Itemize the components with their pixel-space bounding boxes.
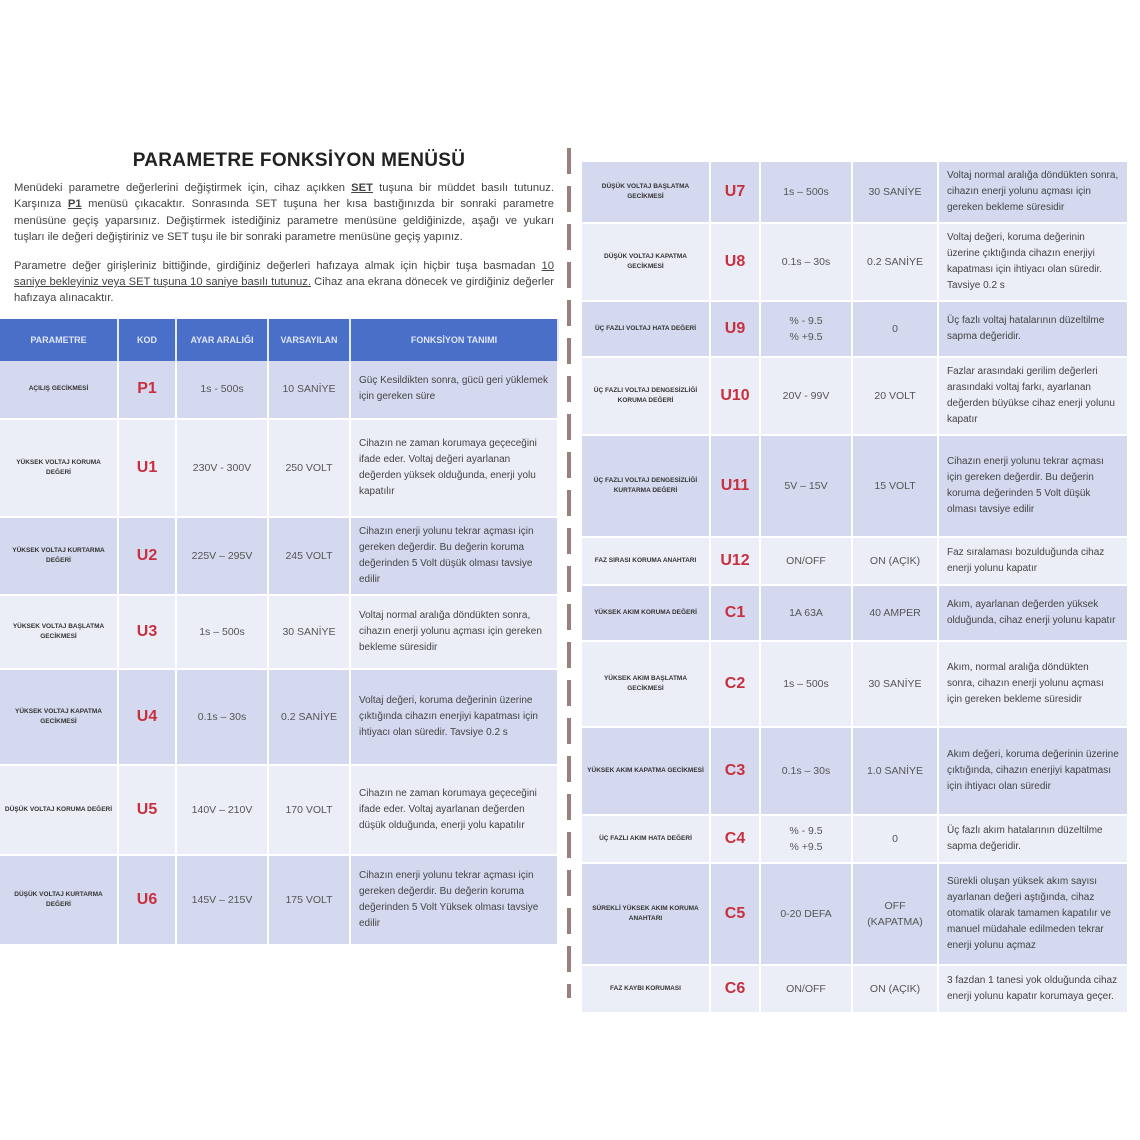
cell-def: 0.2 SANİYE xyxy=(852,223,938,301)
cell-desc: Akım, ayarlanan değerden yüksek olduğunda, cihaz enerji yolunu kapatır xyxy=(938,585,1128,641)
cell-range: ON/OFF xyxy=(760,965,852,1013)
parameter-table-right xyxy=(582,162,1129,1014)
cell-desc: Cihazın enerji yolunu tekrar açması için gereken değerdir. Bu değerin koruma değerinden 5 Volt düşük olması tavsiye edilir xyxy=(938,435,1128,537)
cell-range: 140V – 210V xyxy=(176,765,268,855)
cell-desc: Güç Kesildikten sonra, gücü geri yüklemek için gereken süre xyxy=(350,361,558,419)
cell-param: YÜKSEK AKIM BAŞLATMA GECİKMESİ xyxy=(582,641,710,727)
cell-range: ON/OFF xyxy=(760,537,852,585)
cell-code: U7 xyxy=(710,162,760,223)
cell-code: U6 xyxy=(118,855,176,945)
cell-code: C5 xyxy=(710,863,760,965)
cell-desc: Fazlar arasındaki gerilim değerleri arasındaki voltaj farkı, ayarlanan değerden büyükse cihaz enerji yolunu kapatır xyxy=(938,357,1128,435)
cell-def: 30 SANİYE xyxy=(852,641,938,727)
cell-code: C4 xyxy=(710,815,760,863)
cell-desc: Akım değeri, koruma değerinin üzerine çıktığında, cihazın enerjiyi kapatması için ihtiyacı olan süredir xyxy=(938,727,1128,815)
table-row xyxy=(582,162,1128,223)
cell-code: C2 xyxy=(710,641,760,727)
table-row xyxy=(0,595,558,669)
cell-range: 1A 63A xyxy=(760,585,852,641)
cell-range: 0.1s – 30s xyxy=(176,669,268,765)
table-row xyxy=(582,727,1128,815)
table-row xyxy=(582,815,1128,863)
page-title: PARAMETRE FONKSİYON MENÜSÜ xyxy=(132,150,466,171)
cell-param: SÜREKLİ YÜKSEK AKIM KORUMA ANAHTARI xyxy=(582,863,710,965)
cell-desc: Voltaj normal aralığa döndükten sonra, cihazın enerji yolunu açması için gereken bekleme süresidir xyxy=(938,162,1128,223)
cell-param: DÜŞÜK VOLTAJ KURTARMA DEĞERİ xyxy=(0,855,118,945)
cell-desc: Üç fazlı akım hatalarının düzeltilme sapma değeridir. xyxy=(938,815,1128,863)
cell-def: ON (AÇIK) xyxy=(852,537,938,585)
cell-def: ON (AÇIK) xyxy=(852,965,938,1013)
table-row xyxy=(582,863,1128,965)
cell-range: 225V – 295V xyxy=(176,517,268,595)
cell-def: 10 SANİYE xyxy=(268,361,350,419)
cell-code: C3 xyxy=(710,727,760,815)
cell-desc: Cihazın enerji yolunu tekrar açması için gereken değerdir. Bu değerin koruma değerinden 5 Volt Yüksek olması tavsiye edilir xyxy=(350,855,558,945)
intro-underlined: 10 saniye bekleyiniz veya SET tuşuna 10 saniye basılı tutunuz. xyxy=(14,259,554,289)
cell-param: ÜÇ FAZLI VOLTAJ DENGESİZLİĞİ KURTARMA DEĞERİ xyxy=(582,435,710,537)
p1-keyword: P1 xyxy=(67,198,82,211)
cell-range: 0-20 DEFA xyxy=(760,863,852,965)
intro-paragraph-1 xyxy=(14,180,554,246)
cell-code: U10 xyxy=(710,357,760,435)
cell-param: FAZ SIRASI KORUMA ANAHTARI xyxy=(582,537,710,585)
column-header: VARSAYILAN xyxy=(268,319,350,361)
cell-range: 145V – 215V xyxy=(176,855,268,945)
cell-param: DÜŞÜK VOLTAJ BAŞLATMA GECİKMESİ xyxy=(582,162,710,223)
table-row xyxy=(0,855,558,945)
cell-range: 1s – 500s xyxy=(760,162,852,223)
cell-range: 20V - 99V xyxy=(760,357,852,435)
cell-range: 1s – 500s xyxy=(760,641,852,727)
table-row xyxy=(582,357,1128,435)
cell-param: AÇILIŞ GECİKMESİ xyxy=(0,361,118,419)
cell-def: 0 xyxy=(852,815,938,863)
cell-param: YÜKSEK AKIM KAPATMA GECİKMESİ xyxy=(582,727,710,815)
cell-code: U2 xyxy=(118,517,176,595)
table-row xyxy=(582,435,1128,537)
cell-param: DÜŞÜK VOLTAJ KORUMA DEĞERİ xyxy=(0,765,118,855)
cell-param: ÜÇ FAZLI AKIM HATA DEĞERİ xyxy=(582,815,710,863)
cell-param: YÜKSEK VOLTAJ KORUMA DEĞERİ xyxy=(0,419,118,517)
cell-range: 5V – 15V xyxy=(760,435,852,537)
cell-param: YÜKSEK VOLTAJ KURTARMA DEĞERİ xyxy=(0,517,118,595)
table-row xyxy=(0,765,558,855)
set-keyword: SET xyxy=(351,182,373,194)
cell-desc: Voltaj değeri, koruma değerinin üzerine çıktığında cihazın enerjiyi kapatması için ihtiyacı olan süredir. Tavsiye 0.2 s xyxy=(350,669,558,765)
intro-text-segment: Menüdeki parametre değerlerini değiştirmek için, cihaz açıkken xyxy=(14,182,352,194)
cell-param: ÜÇ FAZLI VOLTAJ DENGESİZLİĞİ KORUMA DEĞERİ xyxy=(582,357,710,435)
cell-range: % - 9.5 % +9.5 xyxy=(760,815,852,863)
cell-def: 30 SANİYE xyxy=(268,595,350,669)
cell-desc: Cihazın ne zaman korumaya geçeceğini ifade eder. Voltaj ayarlanan değerden düşük olduğunda, enerji yolu kapatılır xyxy=(350,765,558,855)
table-row xyxy=(582,223,1128,301)
cell-def: 1.0 SANİYE xyxy=(852,727,938,815)
table-row xyxy=(582,965,1128,1013)
cell-range: 1s – 500s xyxy=(176,595,268,669)
cell-code: U11 xyxy=(710,435,760,537)
intro-text-segment: Cihaz ana ekrana dönecek ve girdiğiniz değerler hafızaya alınacaktır. xyxy=(14,276,554,305)
table-row xyxy=(0,669,558,765)
cell-param: YÜKSEK AKIM KORUMA DEĞERİ xyxy=(582,585,710,641)
table-row xyxy=(0,517,558,595)
column-divider xyxy=(567,148,571,998)
cell-code: U1 xyxy=(118,419,176,517)
cell-desc: Voltaj değeri, koruma değerinin üzerine çıktığında cihazın enerjiyi kapatması için ihtiyacı olan süredir. Tavsiye 0.2 s xyxy=(938,223,1128,301)
table-row xyxy=(0,419,558,517)
parameter-table-left xyxy=(0,319,559,946)
cell-def: 170 VOLT xyxy=(268,765,350,855)
cell-desc: Üç fazlı voltaj hatalarının düzeltilme sapma değeridir. xyxy=(938,301,1128,357)
cell-def: 15 VOLT xyxy=(852,435,938,537)
cell-param: YÜKSEK VOLTAJ KAPATMA GECİKMESİ xyxy=(0,669,118,765)
cell-range: % - 9.5 % +9.5 xyxy=(760,301,852,357)
column-header: FONKSİYON TANIMI xyxy=(350,319,558,361)
intro-paragraph-2 xyxy=(14,258,554,307)
column-header: PARAMETRE xyxy=(0,319,118,361)
cell-desc: 3 fazdan 1 tanesi yok olduğunda cihaz enerji yolunu kapatır korumaya geçer. xyxy=(938,965,1128,1013)
intro-text-segment: Parametre değer girişleriniz bittiğinde, girdiğiniz değerleri hafızaya almak için hiçbir tuşa basmadan xyxy=(14,259,542,272)
cell-desc: Cihazın enerji yolunu tekrar açması için gereken değerdir. Bu değerin koruma değerinden 5 Volt düşük olması tavsiye edilir xyxy=(350,517,558,595)
column-header: AYAR ARALIĞI xyxy=(176,319,268,361)
column-header: KOD xyxy=(118,319,176,361)
cell-desc: Cihazın ne zaman korumaya geçeceğini ifade eder. Voltaj değeri ayarlanan değerden yüksek olduğunda, enerji yolu kapatılır xyxy=(350,419,558,517)
cell-def: 175 VOLT xyxy=(268,855,350,945)
table-row xyxy=(582,301,1128,357)
cell-range: 230V - 300V xyxy=(176,419,268,517)
cell-def: 250 VOLT xyxy=(268,419,350,517)
cell-def: 20 VOLT xyxy=(852,357,938,435)
cell-desc: Akım, normal aralığa döndükten sonra, cihazın enerji yolunu açması için gereken bekleme süresidir xyxy=(938,641,1128,727)
cell-code: U12 xyxy=(710,537,760,585)
table-row xyxy=(582,537,1128,585)
cell-code: U4 xyxy=(118,669,176,765)
table-row xyxy=(582,585,1128,641)
cell-def: 245 VOLT xyxy=(268,517,350,595)
left-column xyxy=(0,150,558,946)
cell-code: C6 xyxy=(710,965,760,1013)
cell-def: 0 xyxy=(852,301,938,357)
cell-code: C1 xyxy=(710,585,760,641)
intro-text-segment: tuşuna bir müddet basılı tutunuz. Karşınıza xyxy=(14,182,554,211)
cell-code: P1 xyxy=(118,361,176,419)
cell-range: 0.1s – 30s xyxy=(760,727,852,815)
cell-def: 0.2 SANİYE xyxy=(268,669,350,765)
table-row xyxy=(0,361,558,419)
cell-code: U8 xyxy=(710,223,760,301)
cell-param: FAZ KAYBI KORUMASI xyxy=(582,965,710,1013)
table-row xyxy=(582,641,1128,727)
cell-desc: Voltaj normal aralığa döndükten sonra, cihazın enerji yolunu açması için gereken bekleme süresidir xyxy=(350,595,558,669)
cell-param: ÜÇ FAZLI VOLTAJ HATA DEĞERİ xyxy=(582,301,710,357)
cell-code: U5 xyxy=(118,765,176,855)
cell-desc: Faz sıralaması bozulduğunda cihaz enerji yolunu kapatır xyxy=(938,537,1128,585)
cell-def: OFF (KAPATMA) xyxy=(852,863,938,965)
intro-text-segment: menüsü çıkacaktır. Sonrasında SET tuşuna her kısa bastığınızda bir sonraki parametre menüsüne geçiş yaparsınız. Değiştirmek istediğiniz parametre menüsüne geldiğinizde, aşağı ve yukarı tuşları ile değeri değiştiriniz ve SET tuşu ile bir sonraki parametre menüsüne geçiş yapınız. xyxy=(14,198,554,244)
cell-range: 1s - 500s xyxy=(176,361,268,419)
cell-code: U3 xyxy=(118,595,176,669)
right-column xyxy=(582,162,1128,1014)
cell-def: 40 AMPER xyxy=(852,585,938,641)
cell-range: 0.1s – 30s xyxy=(760,223,852,301)
cell-param: YÜKSEK VOLTAJ BAŞLATMA GECİKMESİ xyxy=(0,595,118,669)
cell-param: DÜŞÜK VOLTAJ KAPATMA GECİKMESİ xyxy=(582,223,710,301)
intro-text xyxy=(0,180,558,307)
cell-desc: Sürekli oluşan yüksek akım sayısı ayarlanan değeri aştığında, cihaz otomatik olarak tamamen kapatılır ve manuel müdahale edilmeden tekrar enerji yolunu açmaz xyxy=(938,863,1128,965)
table-header-row xyxy=(0,319,558,361)
cell-def: 30 SANİYE xyxy=(852,162,938,223)
cell-code: U9 xyxy=(710,301,760,357)
